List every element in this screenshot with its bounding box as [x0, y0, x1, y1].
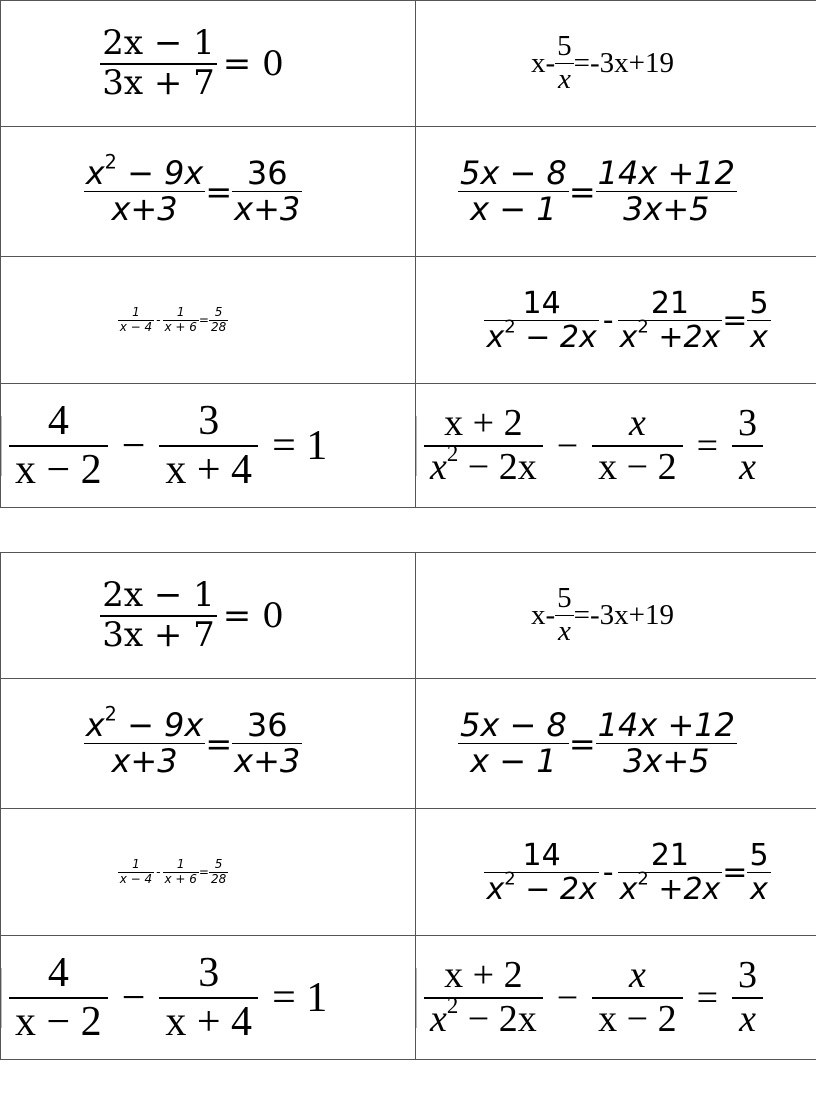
denominator: 28 — [210, 871, 227, 886]
denominator: x − 1 — [470, 742, 557, 780]
fraction — [424, 955, 543, 1041]
fraction — [100, 577, 217, 654]
equation-cell-left — [1, 936, 416, 1060]
equation-row-4 — [1, 936, 816, 1060]
fraction — [232, 705, 302, 780]
numerator: 4 — [47, 398, 69, 445]
denominator: x + 4 — [165, 446, 253, 493]
fraction — [163, 306, 199, 333]
denominator: x — [739, 445, 756, 488]
denominator: $x^2 - 2x$ — [486, 316, 597, 355]
numerator: 14 — [522, 285, 561, 321]
equals-sign: = — [198, 865, 209, 879]
fraction — [118, 858, 154, 885]
denominator: 3x+5 — [623, 190, 710, 228]
fraction — [9, 398, 108, 492]
denominator: x+3 — [111, 742, 178, 780]
fraction — [618, 839, 723, 906]
numerator: 14x +12 — [597, 705, 735, 744]
fraction — [458, 705, 569, 780]
denominator: x − 2 — [598, 445, 677, 488]
equation-table-1 — [0, 0, 816, 508]
equals-sign: = — [568, 724, 596, 763]
numerator: 2x − 1 — [102, 575, 215, 616]
right-hand-side: =-3x+19 — [573, 47, 675, 79]
numerator: 5 — [214, 305, 223, 320]
equation-row-2 — [1, 679, 816, 809]
numerator: 36 — [246, 153, 288, 192]
numerator: 3 — [738, 401, 758, 444]
denominator: x+3 — [111, 190, 178, 228]
numerator: $x^2 - 9x$ — [85, 150, 204, 192]
fraction — [84, 150, 206, 228]
equals-sign: = — [205, 724, 233, 763]
fraction — [596, 705, 737, 780]
fraction — [424, 403, 543, 489]
fraction — [596, 153, 737, 228]
denominator: x + 4 — [165, 998, 253, 1045]
equation-row-4 — [1, 384, 816, 508]
fraction — [163, 858, 199, 885]
equation-cell-right — [416, 384, 816, 508]
leading-term: x- — [530, 47, 556, 79]
minus-sign: − — [121, 974, 146, 1021]
fraction — [9, 950, 108, 1044]
denominator: x − 2 — [15, 998, 102, 1045]
numerator: 1 — [176, 305, 185, 320]
fraction — [84, 702, 206, 780]
fraction — [209, 858, 228, 885]
equals-sign: = — [198, 313, 209, 327]
cropped-edge — [416, 416, 418, 476]
denominator: $x^2 +2x$ — [619, 868, 721, 907]
numerator: 4 — [47, 950, 69, 997]
numerator: 3 — [198, 398, 220, 445]
numerator: 5 — [749, 837, 769, 873]
fraction — [118, 306, 154, 333]
right-hand-side: = 0 — [222, 43, 284, 84]
leading-term: x- — [530, 599, 556, 631]
numerator: x + 2 — [444, 953, 523, 996]
numerator: 2x − 1 — [102, 23, 215, 64]
minus-sign: - — [156, 313, 161, 327]
minus-sign: − — [556, 424, 579, 467]
denominator: x + 6 — [164, 319, 197, 334]
denominator: 28 — [210, 319, 227, 334]
numerator: 1 — [132, 857, 140, 872]
cropped-edge — [1, 968, 3, 1028]
denominator: x + 6 — [164, 871, 197, 886]
numerator: x + 2 — [444, 401, 523, 444]
denominator: x+3 — [234, 190, 301, 228]
denominator: x — [750, 871, 768, 907]
equation-cell-left — [1, 553, 416, 679]
denominator: x − 4 — [119, 871, 153, 886]
numerator: 14x +12 — [597, 153, 735, 192]
denominator: 3x + 7 — [102, 62, 215, 103]
minus-sign: - — [156, 865, 161, 879]
equals-sign: = — [722, 854, 748, 890]
fraction — [592, 955, 682, 1041]
numerator: 21 — [650, 837, 690, 873]
fraction — [555, 31, 574, 96]
fraction — [732, 403, 763, 489]
right-hand-side: =-3x+19 — [573, 599, 675, 631]
fraction — [209, 306, 228, 333]
minus-sign: - — [602, 302, 614, 338]
equals-sign: = — [722, 302, 748, 338]
equation-cell-left — [1, 1, 416, 127]
fraction — [159, 398, 258, 492]
denominator: x − 2 — [15, 446, 102, 493]
cropped-edge — [416, 968, 418, 1028]
numerator: 5x − 8 — [460, 705, 567, 744]
numerator: 5x − 8 — [460, 153, 567, 192]
equation-cell-left — [1, 809, 416, 936]
numerator: 5 — [749, 285, 769, 321]
equation-cell-left — [1, 127, 416, 257]
equation-row-1 — [1, 1, 816, 127]
numerator: 3 — [738, 953, 758, 996]
equation-cell-right — [416, 127, 816, 257]
fraction — [484, 287, 598, 354]
numerator: 14 — [522, 837, 561, 873]
equation-row-1 — [1, 553, 816, 679]
fraction — [232, 153, 302, 228]
denominator: $x^2 - 2x$ — [430, 440, 537, 488]
equals-sign: = — [696, 976, 719, 1019]
minus-sign: - — [602, 854, 614, 890]
denominator: $x^2 +2x$ — [619, 316, 721, 355]
denominator: x − 4 — [119, 319, 153, 334]
denominator: x — [557, 615, 571, 647]
equation-cell-left — [1, 257, 416, 384]
denominator: $x^2 - 2x$ — [486, 868, 597, 907]
equation-row-2 — [1, 127, 816, 257]
right-hand-side: = 1 — [272, 974, 328, 1021]
fraction — [747, 839, 770, 906]
denominator: x+3 — [234, 742, 301, 780]
numerator: $x^2 - 9x$ — [85, 702, 204, 744]
numerator: x — [628, 401, 646, 444]
numerator: 3 — [198, 950, 220, 997]
fraction — [618, 287, 723, 354]
equation-cell-right — [416, 257, 816, 384]
fraction — [484, 839, 598, 906]
cropped-edge — [1, 416, 3, 476]
equation-cell-right — [416, 1, 816, 127]
numerator: 36 — [246, 705, 288, 744]
numerator: 1 — [176, 857, 185, 872]
right-hand-side: = 1 — [272, 422, 328, 469]
denominator: x — [750, 319, 768, 355]
numerator: 1 — [132, 305, 140, 320]
equation-row-3 — [1, 809, 816, 936]
numerator: 5 — [557, 30, 572, 63]
equals-sign: = — [696, 424, 719, 467]
fraction — [100, 25, 217, 102]
equation-row-3 — [1, 257, 816, 384]
equation-cell-right — [416, 679, 816, 809]
equation-cell-left — [1, 384, 416, 508]
numerator: 5 — [557, 582, 572, 615]
denominator: x — [557, 63, 571, 95]
denominator: 3x+5 — [623, 742, 710, 780]
equation-table-2 — [0, 552, 816, 1060]
fraction — [592, 403, 682, 489]
denominator: x − 1 — [470, 190, 557, 228]
minus-sign: − — [556, 976, 579, 1019]
denominator: $x^2 - 2x$ — [430, 992, 537, 1040]
denominator: 3x + 7 — [102, 614, 215, 655]
equation-cell-right — [416, 553, 816, 679]
fraction — [732, 955, 763, 1041]
denominator: x — [739, 997, 756, 1040]
fraction — [159, 950, 258, 1044]
minus-sign: − — [121, 422, 146, 469]
fraction — [747, 287, 770, 354]
denominator: x − 2 — [598, 997, 677, 1040]
equals-sign: = — [205, 172, 233, 211]
equation-cell-left — [1, 679, 416, 809]
numerator: 21 — [650, 285, 690, 321]
equals-sign: = — [568, 172, 596, 211]
equation-cell-right — [416, 936, 816, 1060]
numerator: x — [628, 953, 646, 996]
fraction — [458, 153, 569, 228]
numerator: 5 — [214, 857, 223, 872]
right-hand-side: = 0 — [222, 595, 284, 636]
fraction — [555, 583, 574, 648]
equation-cell-right — [416, 809, 816, 936]
